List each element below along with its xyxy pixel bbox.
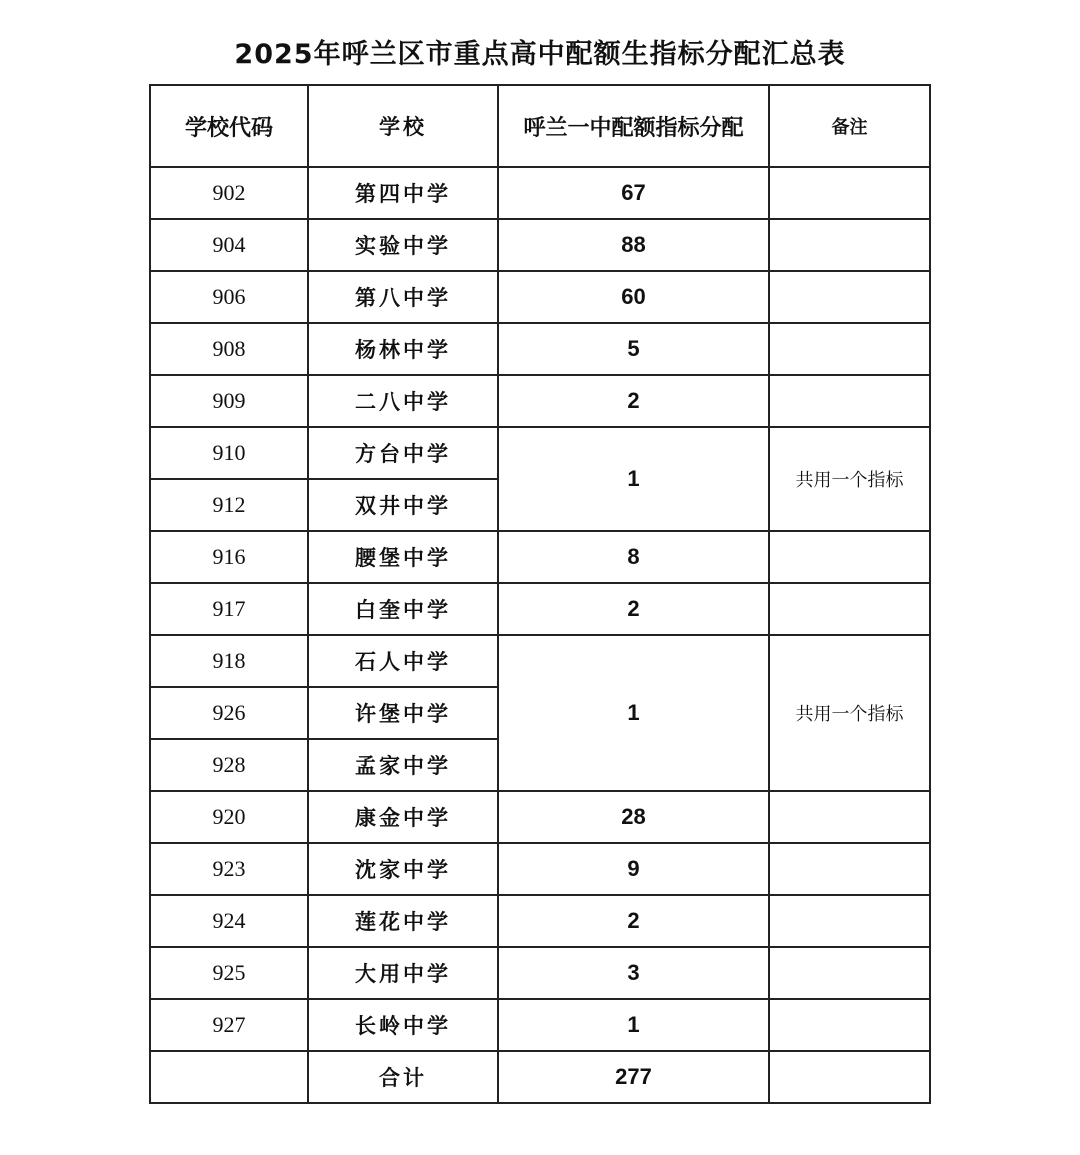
note-cell xyxy=(769,219,930,271)
quota-value: 1 xyxy=(498,635,769,791)
table-row xyxy=(150,323,930,375)
school-code: 927 xyxy=(150,999,308,1051)
quota-value: 88 xyxy=(498,219,769,271)
table-row xyxy=(150,219,930,271)
school-code: 920 xyxy=(150,791,308,843)
total-label: 合计 xyxy=(308,1051,498,1103)
school-code: 916 xyxy=(150,531,308,583)
quota-value: 8 xyxy=(498,531,769,583)
school-name: 第八中学 xyxy=(308,271,498,323)
school-name: 康金中学 xyxy=(308,791,498,843)
school-code: 918 xyxy=(150,635,308,687)
school-code: 925 xyxy=(150,947,308,999)
school-code: 909 xyxy=(150,375,308,427)
note-cell: 共用一个指标 xyxy=(769,427,930,531)
table-row xyxy=(150,167,930,219)
school-code: 923 xyxy=(150,843,308,895)
table-row xyxy=(150,947,930,999)
school-name: 腰堡中学 xyxy=(308,531,498,583)
school-name: 石人中学 xyxy=(308,635,498,687)
quota-value: 9 xyxy=(498,843,769,895)
note-cell xyxy=(769,791,930,843)
quota-value: 3 xyxy=(498,947,769,999)
table-row xyxy=(150,791,930,843)
note-cell: 共用一个指标 xyxy=(769,635,930,791)
table-row xyxy=(150,427,930,479)
school-code: 910 xyxy=(150,427,308,479)
header-school: 学校 xyxy=(308,85,498,167)
note-cell xyxy=(769,895,930,947)
school-code: 917 xyxy=(150,583,308,635)
table-row xyxy=(150,531,930,583)
school-code: 902 xyxy=(150,167,308,219)
table-row xyxy=(150,635,930,687)
school-name: 白奎中学 xyxy=(308,583,498,635)
header-school-code: 学校代码 xyxy=(150,85,308,167)
quota-value: 60 xyxy=(498,271,769,323)
note-cell xyxy=(769,999,930,1051)
table-row xyxy=(150,271,930,323)
school-name: 杨林中学 xyxy=(308,323,498,375)
table-row xyxy=(150,375,930,427)
note-cell xyxy=(769,323,930,375)
school-name: 孟家中学 xyxy=(308,739,498,791)
school-name: 莲花中学 xyxy=(308,895,498,947)
quota-value: 2 xyxy=(498,895,769,947)
table-row xyxy=(150,999,930,1051)
school-name: 长岭中学 xyxy=(308,999,498,1051)
table-row xyxy=(150,843,930,895)
school-name: 第四中学 xyxy=(308,167,498,219)
table-header-row xyxy=(150,85,930,167)
school-name: 方台中学 xyxy=(308,427,498,479)
total-code-cell xyxy=(150,1051,308,1103)
school-code: 904 xyxy=(150,219,308,271)
school-name: 大用中学 xyxy=(308,947,498,999)
note-cell xyxy=(769,531,930,583)
school-code: 924 xyxy=(150,895,308,947)
note-cell xyxy=(769,271,930,323)
quota-value: 2 xyxy=(498,583,769,635)
total-note-cell xyxy=(769,1051,930,1103)
table-row xyxy=(150,895,930,947)
header-quota: 呼兰一中配额指标分配 xyxy=(498,85,769,167)
quota-value: 1 xyxy=(498,427,769,531)
school-code: 926 xyxy=(150,687,308,739)
school-name: 实验中学 xyxy=(308,219,498,271)
note-cell xyxy=(769,167,930,219)
note-cell xyxy=(769,583,930,635)
total-row xyxy=(150,1051,930,1103)
quota-value: 1 xyxy=(498,999,769,1051)
note-cell xyxy=(769,947,930,999)
quota-value: 5 xyxy=(498,323,769,375)
note-cell xyxy=(769,843,930,895)
school-code: 908 xyxy=(150,323,308,375)
school-code: 906 xyxy=(150,271,308,323)
school-name: 二八中学 xyxy=(308,375,498,427)
quota-value: 28 xyxy=(498,791,769,843)
school-name: 许堡中学 xyxy=(308,687,498,739)
header-note: 备注 xyxy=(769,85,930,167)
quota-value: 67 xyxy=(498,167,769,219)
quota-value: 2 xyxy=(498,375,769,427)
document-title: 2025年呼兰区市重点高中配额生指标分配汇总表 xyxy=(234,39,846,70)
school-code: 928 xyxy=(150,739,308,791)
school-code: 912 xyxy=(150,479,308,531)
quota-table xyxy=(149,84,931,1104)
note-cell xyxy=(769,375,930,427)
table-row xyxy=(150,583,930,635)
total-quota: 277 xyxy=(498,1051,769,1103)
school-name: 双井中学 xyxy=(308,479,498,531)
school-name: 沈家中学 xyxy=(308,843,498,895)
